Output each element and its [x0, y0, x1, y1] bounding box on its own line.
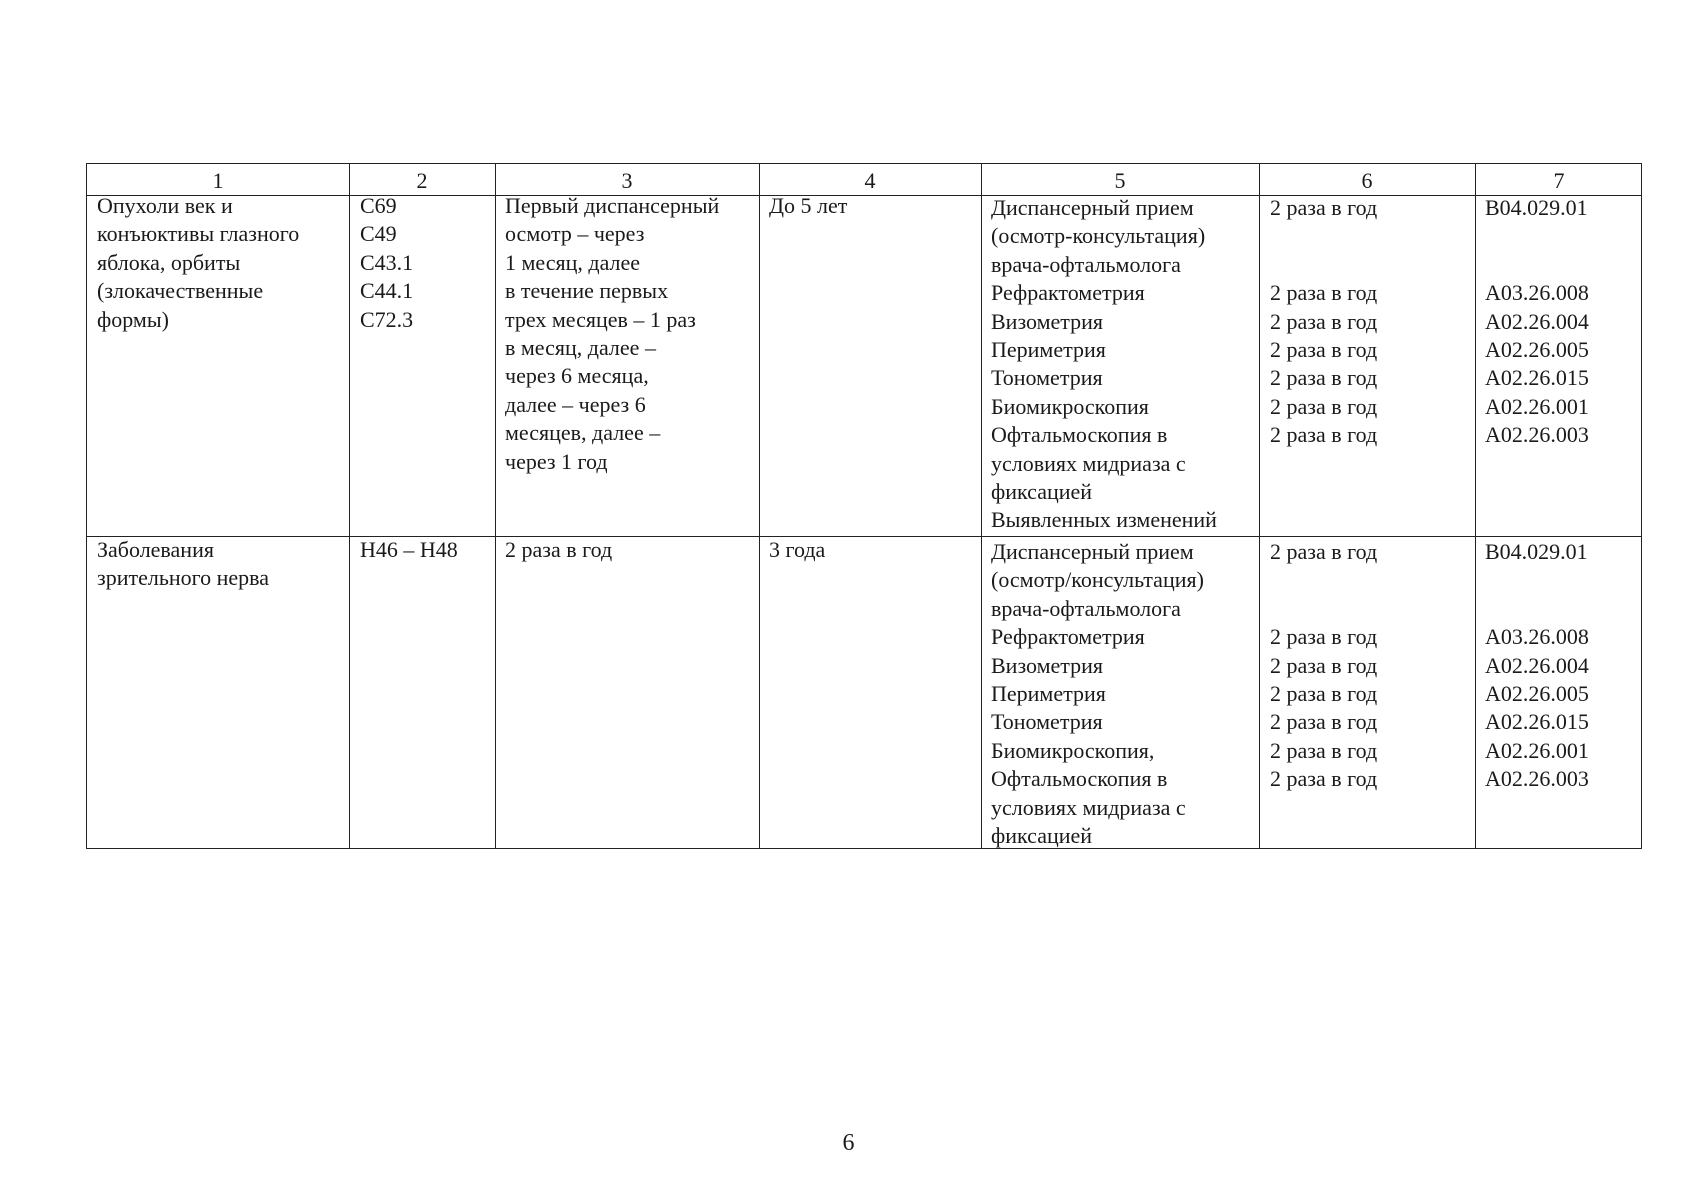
cell-line: 2 раза в год — [1270, 365, 1378, 391]
cell-line: С69 — [360, 193, 397, 218]
cell-line: А02.26.003 — [1485, 422, 1589, 448]
cell-line: С43.1 — [360, 249, 414, 275]
cell-line: Тонометрия — [991, 709, 1103, 735]
cell-line: С72.3 — [360, 306, 414, 332]
column-divider — [981, 164, 982, 848]
cell-line: конъюктивы глазного — [97, 221, 300, 247]
page-number: 6 — [842, 1130, 855, 1156]
column-header-1: 1 — [212, 168, 224, 193]
cell-line: Биомикроскопия, — [991, 737, 1155, 763]
cell-line — [1485, 566, 1589, 594]
cell-line — [1485, 595, 1589, 623]
column-header-3: 3 — [621, 168, 633, 193]
column-header-4: 4 — [864, 168, 876, 193]
cell-line: (злокачественные — [97, 278, 264, 304]
cell-line — [1270, 566, 1377, 594]
cell-line: А02.26.001 — [1485, 737, 1589, 763]
cell-line: А02.26.015 — [1485, 365, 1589, 391]
cell-line — [1270, 222, 1377, 250]
row1-frequency — [505, 192, 719, 476]
cell-line: 2 раза в год — [1270, 709, 1378, 735]
cell-line: Офтальмоскопия в — [991, 422, 1168, 448]
cell-line: 3 года — [769, 537, 826, 562]
cell-line: Рефрактометрия — [991, 280, 1145, 306]
header-row-divider — [87, 195, 1641, 196]
cell-line — [1270, 251, 1377, 279]
cell-line: Визометрия — [991, 308, 1104, 334]
row2-duration — [769, 536, 825, 564]
cell-line — [1270, 595, 1377, 623]
cell-line: яблока, орбиты — [97, 249, 241, 275]
cell-line: через 1 год — [505, 448, 608, 474]
cell-line: Периметрия — [991, 337, 1106, 363]
cell-line — [1485, 251, 1589, 279]
cell-line: 2 раза в год — [1270, 766, 1378, 792]
column-divider — [495, 164, 496, 848]
row1-service-frequency — [1270, 194, 1377, 450]
column-header-6: 6 — [1361, 168, 1373, 193]
row-divider — [87, 536, 1641, 537]
cell-line: 2 раза в год — [1270, 393, 1378, 419]
cell-line: Опухоли век и — [97, 193, 233, 218]
cell-line: фиксацией — [991, 479, 1093, 505]
cell-line: Первый диспансерный — [505, 193, 720, 218]
cell-line: условиях мидриаза с — [991, 450, 1186, 476]
row1-services — [991, 194, 1217, 535]
cell-line: 2 раза в год — [1270, 280, 1378, 306]
cell-line: 2 раза в год — [1270, 422, 1378, 448]
cell-line: Периметрия — [991, 681, 1106, 707]
cell-line: Н46 – Н48 — [360, 537, 458, 562]
column-divider — [759, 164, 760, 848]
cell-line: А02.26.015 — [1485, 709, 1589, 735]
row2-icd-codes — [360, 536, 458, 564]
cell-line: А02.26.005 — [1485, 337, 1589, 363]
cell-line: 2 раза в год — [1270, 624, 1378, 650]
row2-service-frequency — [1270, 538, 1377, 794]
cell-line: В04.029.01 — [1485, 195, 1588, 220]
cell-line: Диспансерный прием — [991, 195, 1194, 220]
cell-line: условиях мидриаза с — [991, 794, 1186, 820]
cell-line: В04.029.01 — [1485, 539, 1588, 564]
cell-line: Рефрактометрия — [991, 624, 1145, 650]
cell-line: через 6 месяца, — [505, 363, 649, 389]
cell-line: А02.26.004 — [1485, 652, 1589, 678]
cell-line: Тонометрия — [991, 365, 1103, 391]
row2-disease — [97, 536, 269, 593]
column-header-2: 2 — [416, 168, 428, 193]
cell-line: 1 месяц, далее — [505, 249, 641, 275]
cell-line: зрительного нерва — [97, 565, 270, 591]
row1-icd-codes — [360, 192, 413, 334]
cell-line: врача-офтальмолога — [991, 251, 1181, 277]
row2-service-codes — [1485, 538, 1589, 794]
cell-line: А02.26.004 — [1485, 308, 1589, 334]
cell-line: в месяц, далее – — [505, 335, 656, 361]
cell-line: трех месяцев – 1 раз — [505, 306, 696, 332]
cell-line: А02.26.003 — [1485, 766, 1589, 792]
cell-line: Визометрия — [991, 652, 1104, 678]
cell-line: До 5 лет — [769, 193, 848, 218]
column-divider — [1475, 164, 1476, 848]
row1-service-codes — [1485, 194, 1589, 450]
cell-line: в течение первых — [505, 278, 669, 304]
row1-disease — [97, 192, 299, 334]
cell-line: 2 раза в год — [505, 537, 613, 562]
cell-line: Диспансерный прием — [991, 539, 1194, 564]
cell-line: врача-офтальмолога — [991, 595, 1181, 621]
cell-line: 2 раза в год — [1270, 539, 1378, 564]
cell-line: фиксацией — [991, 823, 1093, 849]
cell-line: Офтальмоскопия в — [991, 766, 1168, 792]
cell-line: формы) — [97, 306, 169, 332]
cell-line: (осмотр-консультация) — [991, 223, 1206, 249]
cell-line: (осмотр/консультация) — [991, 567, 1204, 593]
cell-line — [1485, 222, 1589, 250]
cell-line: 2 раза в год — [1270, 737, 1378, 763]
cell-line: Выявленных изменений — [991, 507, 1217, 533]
dispensary-table — [86, 163, 1642, 849]
cell-line: 2 раза в год — [1270, 681, 1378, 707]
cell-line: осмотр – через — [505, 221, 645, 247]
cell-line: С49 — [360, 221, 397, 247]
cell-line: далее – через 6 — [505, 391, 646, 417]
cell-line: Заболевания — [97, 537, 214, 562]
cell-line: 2 раза в год — [1270, 195, 1378, 220]
cell-line: месяцев, далее – — [505, 420, 661, 446]
column-header-7: 7 — [1553, 168, 1565, 193]
cell-line: Биомикроскопия — [991, 393, 1149, 419]
column-divider — [349, 164, 350, 848]
cell-line: 2 раза в год — [1270, 308, 1378, 334]
cell-line: 2 раза в год — [1270, 337, 1378, 363]
cell-line: А03.26.008 — [1485, 624, 1589, 650]
cell-line: А02.26.005 — [1485, 681, 1589, 707]
cell-line: 2 раза в год — [1270, 652, 1378, 678]
cell-line: С44.1 — [360, 278, 414, 304]
row1-duration — [769, 192, 847, 220]
cell-line: А03.26.008 — [1485, 280, 1589, 306]
column-header-5: 5 — [1114, 168, 1126, 193]
cell-line: А02.26.001 — [1485, 393, 1589, 419]
row2-services — [991, 538, 1204, 850]
column-divider — [1259, 164, 1260, 848]
row2-frequency — [505, 536, 612, 564]
